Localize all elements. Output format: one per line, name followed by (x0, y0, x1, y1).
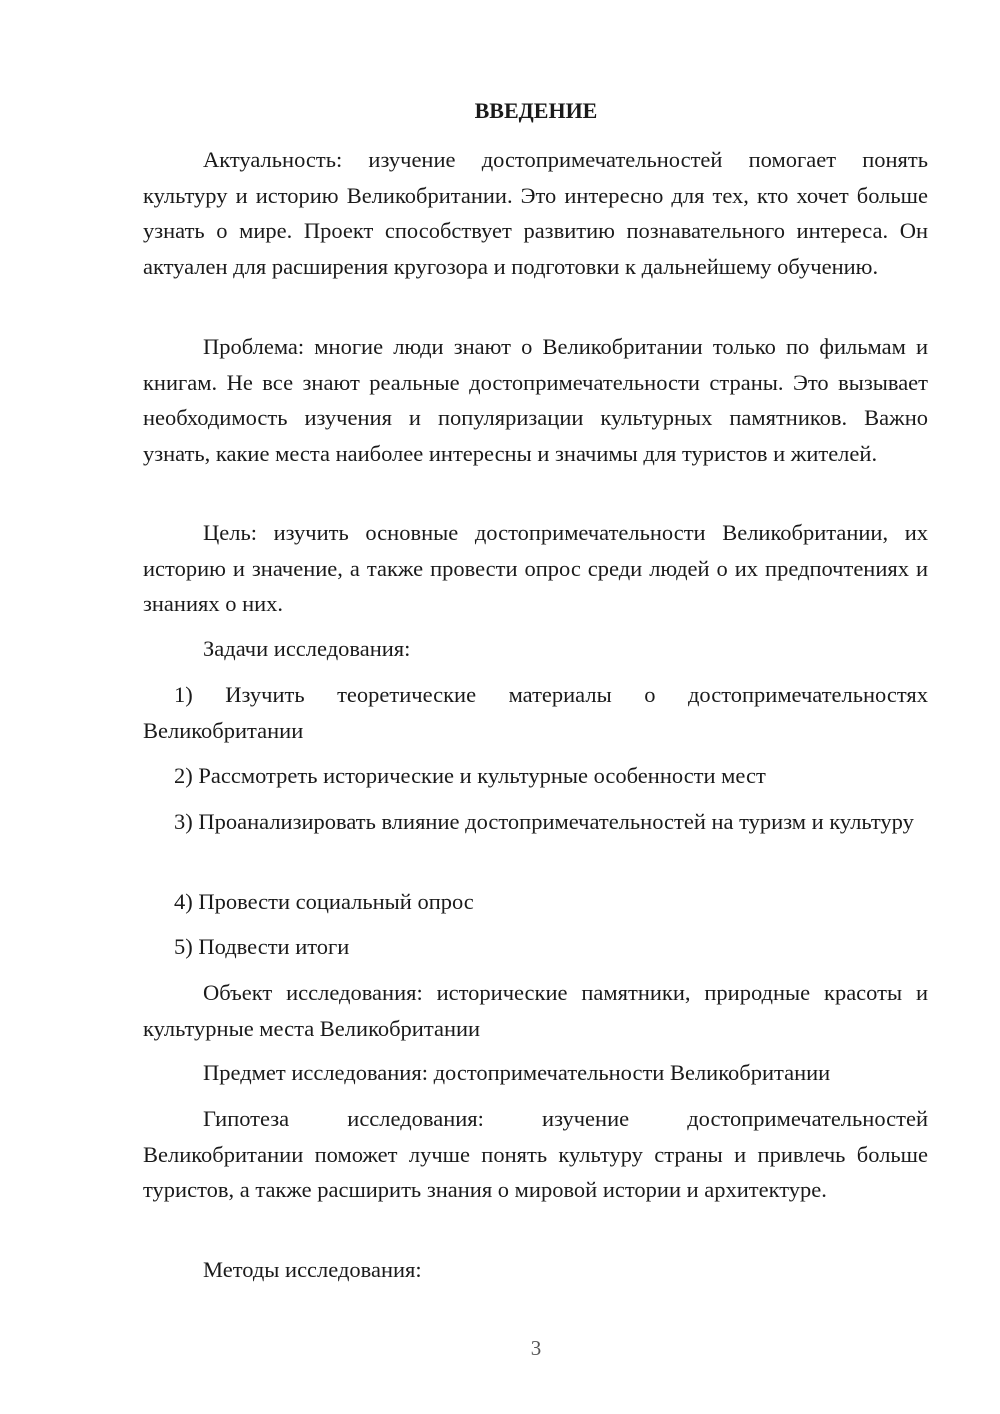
paragraph-subject: Предмет исследования: достопримечательности Великобритании (203, 1060, 831, 1085)
task-item-3: 3) Проанализировать влияние достопримечательностей на туризм и культуру (174, 809, 914, 834)
paragraph-hypothesis: Гипотеза исследования: изучение достопримечательностей Великобритании поможет лучше понять культуру страны и привлечь больше туристов, а также расширить знания о мировой истории и архитектуре. (143, 1106, 928, 1202)
task-item-2: 2) Рассмотреть исторические и культурные особенности мест (174, 763, 766, 788)
task-item-5: 5) Подвести итоги (174, 934, 350, 959)
paragraph-goal: Цель: изучить основные достопримечательности Великобритании, их историю и значение, а также провести опрос среди людей о их предпочтениях и знаниях о них. (143, 520, 928, 616)
tasks-heading: Задачи исследования: (203, 636, 411, 661)
page-number: 3 (530, 1336, 542, 1360)
paragraph-object: Объект исследования: исторические памятники, природные красоты и культурные места Великобритании (143, 980, 928, 1041)
task-item-1: 1) Изучить теоретические материалы о достопримечательностях Великобритании (143, 682, 928, 743)
paragraph-relevance: Актуальность: изучение достопримечательностей помогает понять культуру и историю Великобритании. Это интересно для тех, кто хочет больше узнать о мире. Проект способствует развитию познавательного интереса. Он актуален для расширения кругозора и подготовки к дальнейшему обучению. (143, 147, 928, 279)
methods-heading: Методы исследования: (203, 1257, 422, 1282)
paragraph-problem: Проблема: многие люди знают о Великобритании только по фильмам и книгам. Не все знают реальные достопримечательности страны. Это вызывает необходимость изучения и популяризации культурных памятников. Важно узнать, какие места наиболее интересны и значимы для туристов и жителей. (143, 334, 928, 466)
section-title: ВВЕДЕНИЕ (474, 98, 598, 123)
task-item-4: 4) Провести социальный опрос (174, 889, 474, 914)
